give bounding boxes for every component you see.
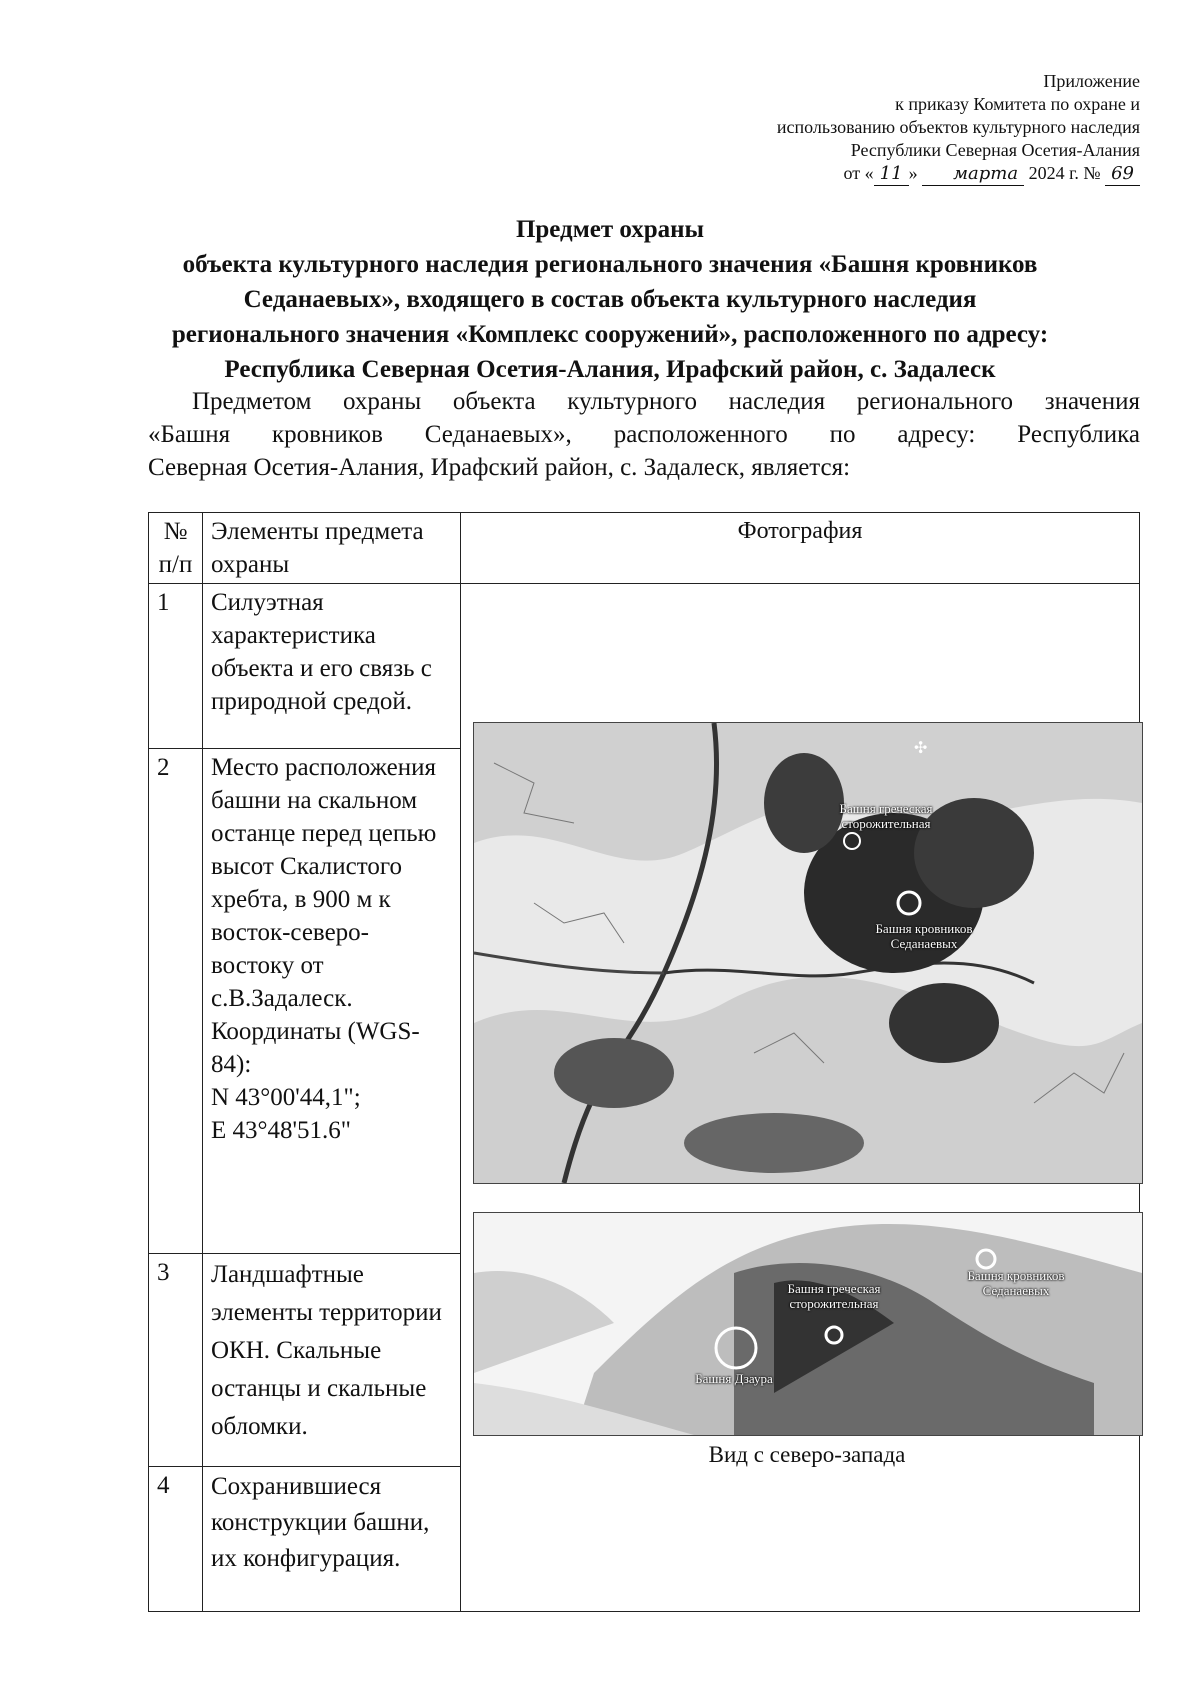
row-text: Сохранившиеся конструкции башни, их конфигурация. [203,1467,461,1612]
row-text: Ландшафтные элементы территории ОКН. Скальные останцы и скальные обломки. [203,1254,461,1467]
intro-line: Предметом охраны объекта культурного наследия регионального значения [192,388,1140,415]
header-elements: Элементы предмета охраны [203,513,461,584]
header-num: № п/п [149,513,203,584]
row-num: 4 [149,1467,203,1612]
row-text: Место расположения башни на скальном останце перед цепью высот Скалистого хребта, в 900 м к восток-северо-востоку от с.В.Задалеск. [211,754,437,1012]
coords-lon: E 43°48'51.6" [211,1117,351,1144]
intro-line: «Башня кровников Седанаевых», расположенного по адресу: Республика [148,421,1140,448]
view-label-greek-tower: Башня греческая сторожительная [787,1281,881,1311]
title-line: Республика Северная Осетия-Алания, Ирафский район, с. Задалеск [224,356,996,383]
map-label-sedanaev-tower: Башня кровников Седанаевых [875,921,973,951]
photo-caption: Вид с северо-запада [708,1442,906,1467]
view-label-sedanaev-tower: Башня кровников Седанаевых [967,1268,1065,1298]
header-photo: Фотография [461,513,1140,584]
appendix-block [580,70,1140,186]
photos-cell [461,584,1140,1612]
order-year: 2024 г. № [1028,163,1101,183]
order-day: 11 [874,162,909,186]
table-header-row [149,513,1140,584]
intro-line: Северная Осетия-Алания, Ирафский район, с. Задалеск, является: [148,454,851,481]
document-title [120,212,1100,387]
order-number: 69 [1105,162,1140,186]
order-month: марта [922,162,1024,186]
title-line: объекта культурного наследия регионального значения «Башня кровников [182,251,1038,278]
northwest-view-photo [473,1212,1143,1436]
title-line: Предмет охраны [515,216,705,243]
protection-table [148,512,1140,1612]
intro-paragraph [148,385,1140,484]
table-row [149,584,1140,749]
view-graphic [474,1213,1142,1435]
row-text-block [203,749,461,1254]
appendix-line: к приказу Комитета по охране и [895,94,1140,114]
appendix-line: Приложение [1043,71,1140,91]
satellite-map-photo [473,722,1143,1184]
row-text: Силуэтная характеристика объекта и его связь с природной средой. [203,584,461,749]
title-line: Седанаевых», входящего в состав объекта культурного наследия [243,286,977,313]
coords-label: Координаты (WGS-84): [211,1018,420,1078]
appendix-line: использованию объектов культурного наследия [776,117,1140,137]
title-line: регионального значения «Комплекс сооружений», расположенного по адресу: [171,321,1049,348]
row-num: 1 [149,584,203,749]
appendix-line: Республики Северная Осетия-Алания [850,140,1140,160]
coords-lat: N 43°00'44,1"; [211,1084,361,1111]
row-num: 2 [149,749,203,1254]
map-label-greek-tower: Башня греческая сторожительная [839,801,933,831]
order-date-line [580,162,1140,186]
from-prefix: от « [843,163,874,183]
svg-text:✣: ✣ [914,738,928,757]
row-num: 3 [149,1254,203,1467]
view-label-dzaura-tower: Башня Дзаура [695,1371,773,1386]
map-graphic [474,723,1142,1183]
quote-close: » [908,163,918,183]
